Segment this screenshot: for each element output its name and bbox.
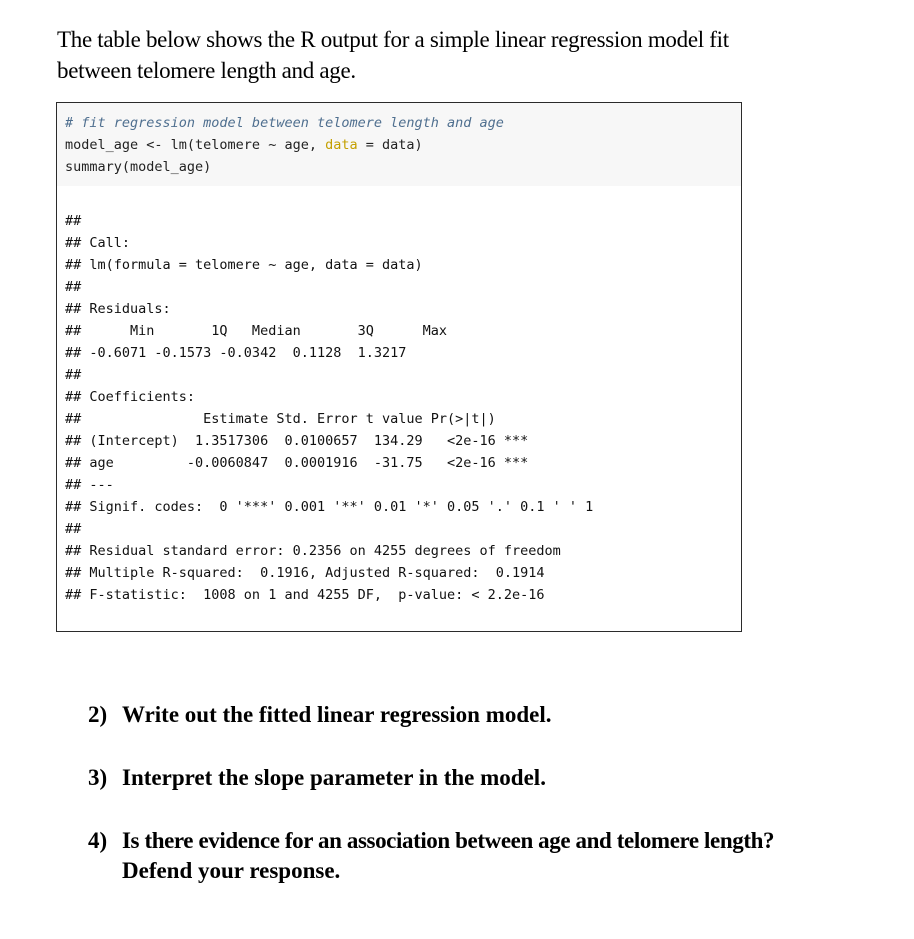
question-4 <box>88 826 774 886</box>
question-number: 4) <box>88 828 108 853</box>
code-line-model <box>65 134 733 156</box>
output-line: ## lm(formula = telomere ~ age, data = data) <box>65 257 423 273</box>
code-line-model-post: = data) <box>357 137 423 153</box>
question-text-continued: Defend your response. <box>122 858 341 883</box>
output-line: ## Call: <box>65 235 131 251</box>
question-text: Is there evidence for an association between age and telomere length? <box>122 828 775 853</box>
output-line: ## -0.6071 -0.1573 -0.0342 0.1128 1.3217 <box>65 345 407 361</box>
output-line: ## Residual standard error: 0.2356 on 4255 degrees of freedom <box>65 543 561 559</box>
output-line: ## (Intercept) 1.3517306 0.0100657 134.29 <2e-16 *** <box>65 433 529 449</box>
code-line-model-pre: model_age <- lm(telomere ~ age, <box>65 137 326 153</box>
code-chunk <box>57 103 741 186</box>
output-line: ## <box>65 279 82 295</box>
code-line-summary: summary(model_age) <box>65 159 212 175</box>
question-3 <box>88 763 546 793</box>
code-arg-data: data <box>325 137 358 153</box>
question-text: Interpret the slope parameter in the model. <box>122 765 546 790</box>
output-line: ## Residuals: <box>65 301 171 317</box>
output-line: ## Multiple R-squared: 0.1916, Adjusted R-squared: 0.1914 <box>65 565 545 581</box>
console-output <box>57 186 741 606</box>
output-line: ## F-statistic: 1008 on 1 and 4255 DF, p-value: < 2.2e-16 <box>65 587 545 603</box>
r-output-box <box>56 102 742 632</box>
code-comment: # fit regression model between telomere length and age <box>65 115 504 131</box>
output-line: ## Estimate Std. Error t value Pr(>|t|) <box>65 411 496 427</box>
intro-line-1: The table below shows the R output for a simple linear regression model fit <box>57 27 729 52</box>
output-line: ## <box>65 367 82 383</box>
output-line: ## <box>65 521 82 537</box>
question-number: 2) <box>88 702 108 727</box>
intro-paragraph <box>57 24 877 86</box>
intro-line-2: between telomere length and age. <box>57 58 356 83</box>
question-number: 3) <box>88 765 108 790</box>
question-text: Write out the fitted linear regression model. <box>122 702 552 727</box>
question-2 <box>88 700 552 730</box>
output-line: ## Signif. codes: 0 '***' 0.001 '**' 0.01 '*' 0.05 '.' 0.1 ' ' 1 <box>65 499 594 515</box>
output-line: ## Min 1Q Median 3Q Max <box>65 323 448 339</box>
output-line: ## --- <box>65 477 114 493</box>
output-line: ## age -0.0060847 0.0001916 -31.75 <2e-16 *** <box>65 455 529 471</box>
output-line: ## <box>65 213 82 229</box>
output-line: ## Coefficients: <box>65 389 196 405</box>
